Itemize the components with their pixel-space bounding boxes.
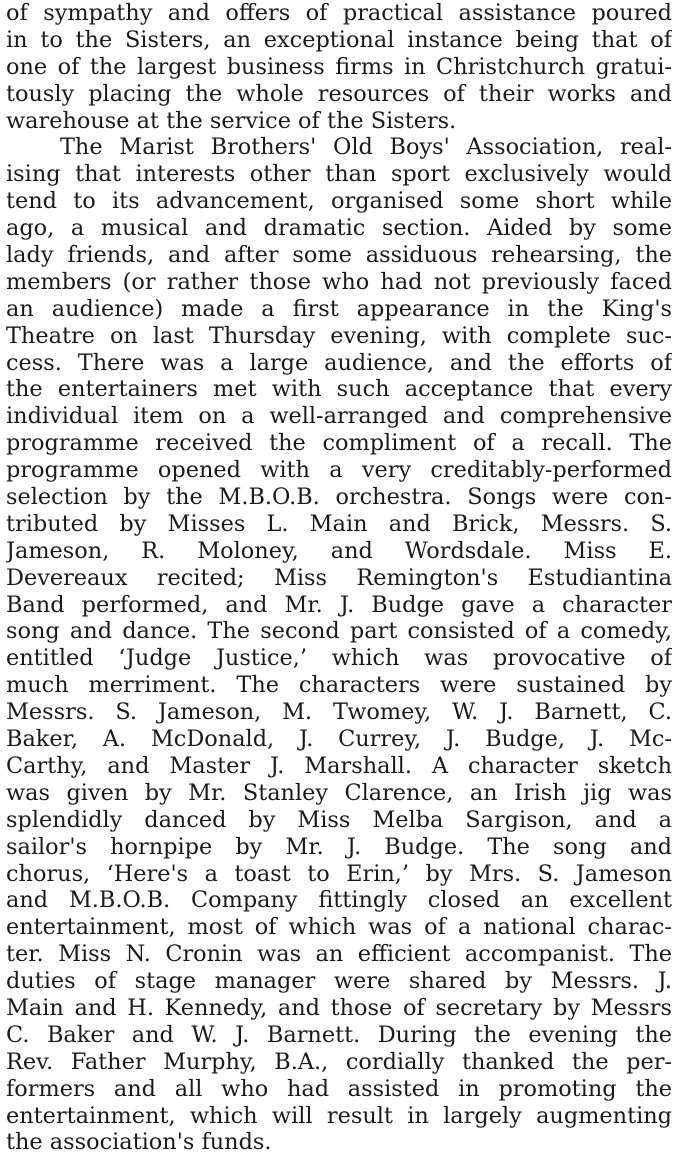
text-line: entertainment, most of which was of a national charac-	[6, 914, 672, 941]
text-line: ising that interests other than sport exclusively would	[6, 161, 672, 188]
text-line: tend to its advancement, organised some short while	[6, 188, 672, 215]
text-line: and M.B.O.B. Company fittingly closed an excellent	[6, 887, 672, 914]
text-line: cess. There was a large audience, and the efforts of	[6, 349, 672, 376]
text-line: programme received the compliment of a recall. The	[6, 430, 672, 457]
text-line: selection by the M.B.O.B. orchestra. Songs were con-	[6, 484, 672, 511]
text-line: Jameson, R. Moloney, and Wordsdale. Miss E.	[6, 537, 672, 564]
text-line: Rev. Father Murphy, B.A., cordially thanked the per-	[6, 1048, 672, 1075]
text-line: the association's funds.	[6, 1129, 272, 1156]
text-line: an audience) made a first appearance in the King's	[6, 295, 672, 322]
text-line: Main and H. Kennedy, and those of secretary by Messrs	[6, 994, 672, 1021]
text-line: lady friends, and after some assiduous rehearsing, the	[6, 242, 672, 269]
text-line: entertainment, which will result in largely augmenting	[6, 1102, 672, 1129]
text-line: individual item on a well-arranged and comprehensive	[6, 403, 672, 430]
text-line: The Marist Brothers' Old Boys' Association, real-	[60, 134, 672, 161]
text-line: of sympathy and offers of practical assistance poured	[6, 0, 672, 26]
text-line: warehouse at the service of the Sisters.	[6, 107, 457, 134]
text-line: C. Baker and W. J. Barnett. During the evening the	[6, 1021, 672, 1048]
text-line: the entertainers met with such acceptance that every	[6, 376, 672, 403]
text-line: ter. Miss N. Cronin was an efficient accompanist. The	[6, 941, 672, 968]
text-line: song and dance. The second part consisted of a comedy,	[6, 618, 672, 645]
text-line: much merriment. The characters were sustained by	[6, 672, 672, 699]
text-line: tributed by Misses L. Main and Brick, Messrs. S.	[6, 510, 672, 537]
text-line: tously placing the whole resources of their works and	[6, 80, 672, 107]
text-line: duties of stage manager were shared by Messrs. J.	[6, 968, 672, 995]
paragraph-sympathy	[6, 0, 672, 134]
text-line: splendidly danced by Miss Melba Sargison, and a	[6, 806, 672, 833]
text-line: Theatre on last Thursday evening, with complete suc-	[6, 322, 672, 349]
text-line: chorus, ‘Here's a toast to Erin,’ by Mrs. S. Jameson	[6, 860, 672, 887]
text-line: was given by Mr. Stanley Clarence, an Irish jig was	[6, 779, 672, 806]
text-line: one of the largest business firms in Christchurch gratui-	[6, 53, 672, 80]
article-page	[6, 0, 672, 1162]
text-line: Devereaux recited; Miss Remington's Estudiantina	[6, 564, 672, 591]
text-line: Carthy, and Master J. Marshall. A character sketch	[6, 752, 672, 779]
text-line: formers and all who had assisted in promoting the	[6, 1075, 672, 1102]
text-line: members (or rather those who had not previously faced	[6, 268, 672, 295]
text-line: Baker, A. McDonald, J. Currey, J. Budge, J. Mc-	[6, 726, 672, 753]
text-line: in to the Sisters, an exceptional instance being that of	[6, 26, 672, 53]
text-line: sailor's hornpipe by Mr. J. Budge. The song and	[6, 833, 672, 860]
text-line: entitled ‘Judge Justice,’ which was provocative of	[6, 645, 672, 672]
text-line: Band performed, and Mr. J. Budge gave a character	[6, 591, 672, 618]
text-line: ago, a musical and dramatic section. Aided by some	[6, 215, 672, 242]
text-line: Messrs. S. Jameson, M. Twomey, W. J. Barnett, C.	[6, 699, 672, 726]
paragraph-marist-old-boys	[6, 134, 672, 1156]
text-line: programme opened with a very creditably-performed	[6, 457, 672, 484]
